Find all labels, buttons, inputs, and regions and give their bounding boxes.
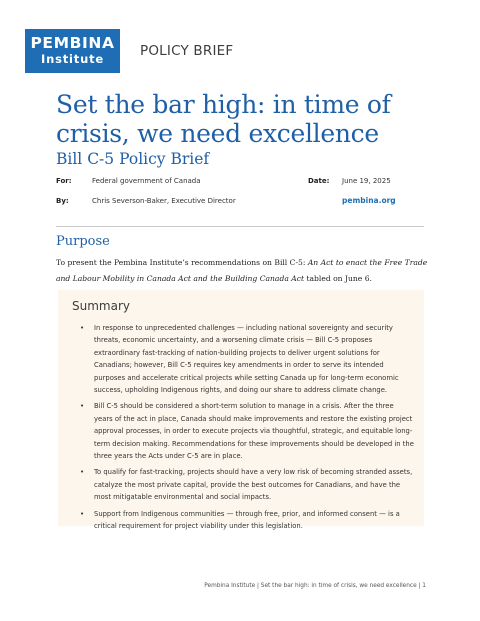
logo-subtext: Institute <box>41 52 104 66</box>
document-type-label: POLICY BRIEF <box>140 43 234 59</box>
date-label: Date: <box>308 177 330 185</box>
summary-item <box>58 508 414 533</box>
purpose-paragraph <box>56 255 428 287</box>
bullet-icon: • <box>80 402 85 411</box>
for-label: For: <box>56 177 72 185</box>
summary-item <box>58 466 414 503</box>
summary-item-text: Bill C-5 should be considered a short-term solution to manage in a crisis. After the three years of the act in place, Canada should make improvements and restore the existing project approval processes, in order to execute projects via thoughtful, strategic, and equitable long-term decision making. Recommendations for these improvements should be developed in the three years the Acts under C-5 are in place. <box>94 402 414 461</box>
summary-item-text: Support from Indigenous communities — through free, prior, and informed consent — is a critical requirement for project viability under this legislation. <box>94 509 400 531</box>
bullet-icon: • <box>80 509 85 518</box>
website-link[interactable]: pembina.org <box>342 196 396 205</box>
pembina-logo <box>25 29 120 73</box>
document-subtitle: Bill C-5 Policy Brief <box>56 150 210 168</box>
by-value: Chris Severson-Baker, Executive Director <box>92 197 236 205</box>
section-divider <box>56 226 424 227</box>
summary-heading: Summary <box>72 299 130 313</box>
summary-list <box>58 322 414 537</box>
purpose-text-intro: To present the Pembina Institute’s recommendations on Bill C-5: <box>56 258 308 267</box>
page-footer: Pembina Institute | Set the bar high: in time of crisis, we need excellence | 1 <box>204 583 426 589</box>
by-label: By: <box>56 197 69 205</box>
summary-item <box>58 322 414 396</box>
purpose-heading: Purpose <box>56 234 110 249</box>
bullet-icon: • <box>80 324 85 332</box>
document-title: Set the bar high: in time of crisis, we need excellence <box>56 90 391 148</box>
for-value: Federal government of Canada <box>92 177 201 185</box>
logo-wordmark: PEMBINA <box>30 34 115 52</box>
summary-item <box>58 400 414 462</box>
summary-item-text: In response to unprecedented challenges — including national sovereignty and security threats, economic uncertainty, and a worsening climate crisis — Bill C-5 proposes extraordinary fast-tracking of nation-building projects to deliver urgent solutions for Canadians; however, Bill C-5 requires key amendments in order to serve its intended purposes and accelerate critical projects while setting Canada up for long-term economic success, upholding Indigenous rights, and doing our share to address climate change. <box>94 324 399 395</box>
bullet-icon: • <box>80 468 85 477</box>
summary-item-text: To qualify for fast-tracking, projects should have a very low risk of becoming stranded assets, catalyze the most private capital, provide the best outcomes for Canadians, and have the most mitigatable environmental and social impacts. <box>94 468 413 502</box>
date-value: June 19, 2025 <box>342 177 391 185</box>
purpose-bill-title: An Act to enact the Free Trade and Labour Mobility in Canada Act and the Building Canada Act <box>56 258 428 283</box>
summary-box <box>58 290 424 531</box>
purpose-text-end: tabled on June 6. <box>304 274 372 283</box>
